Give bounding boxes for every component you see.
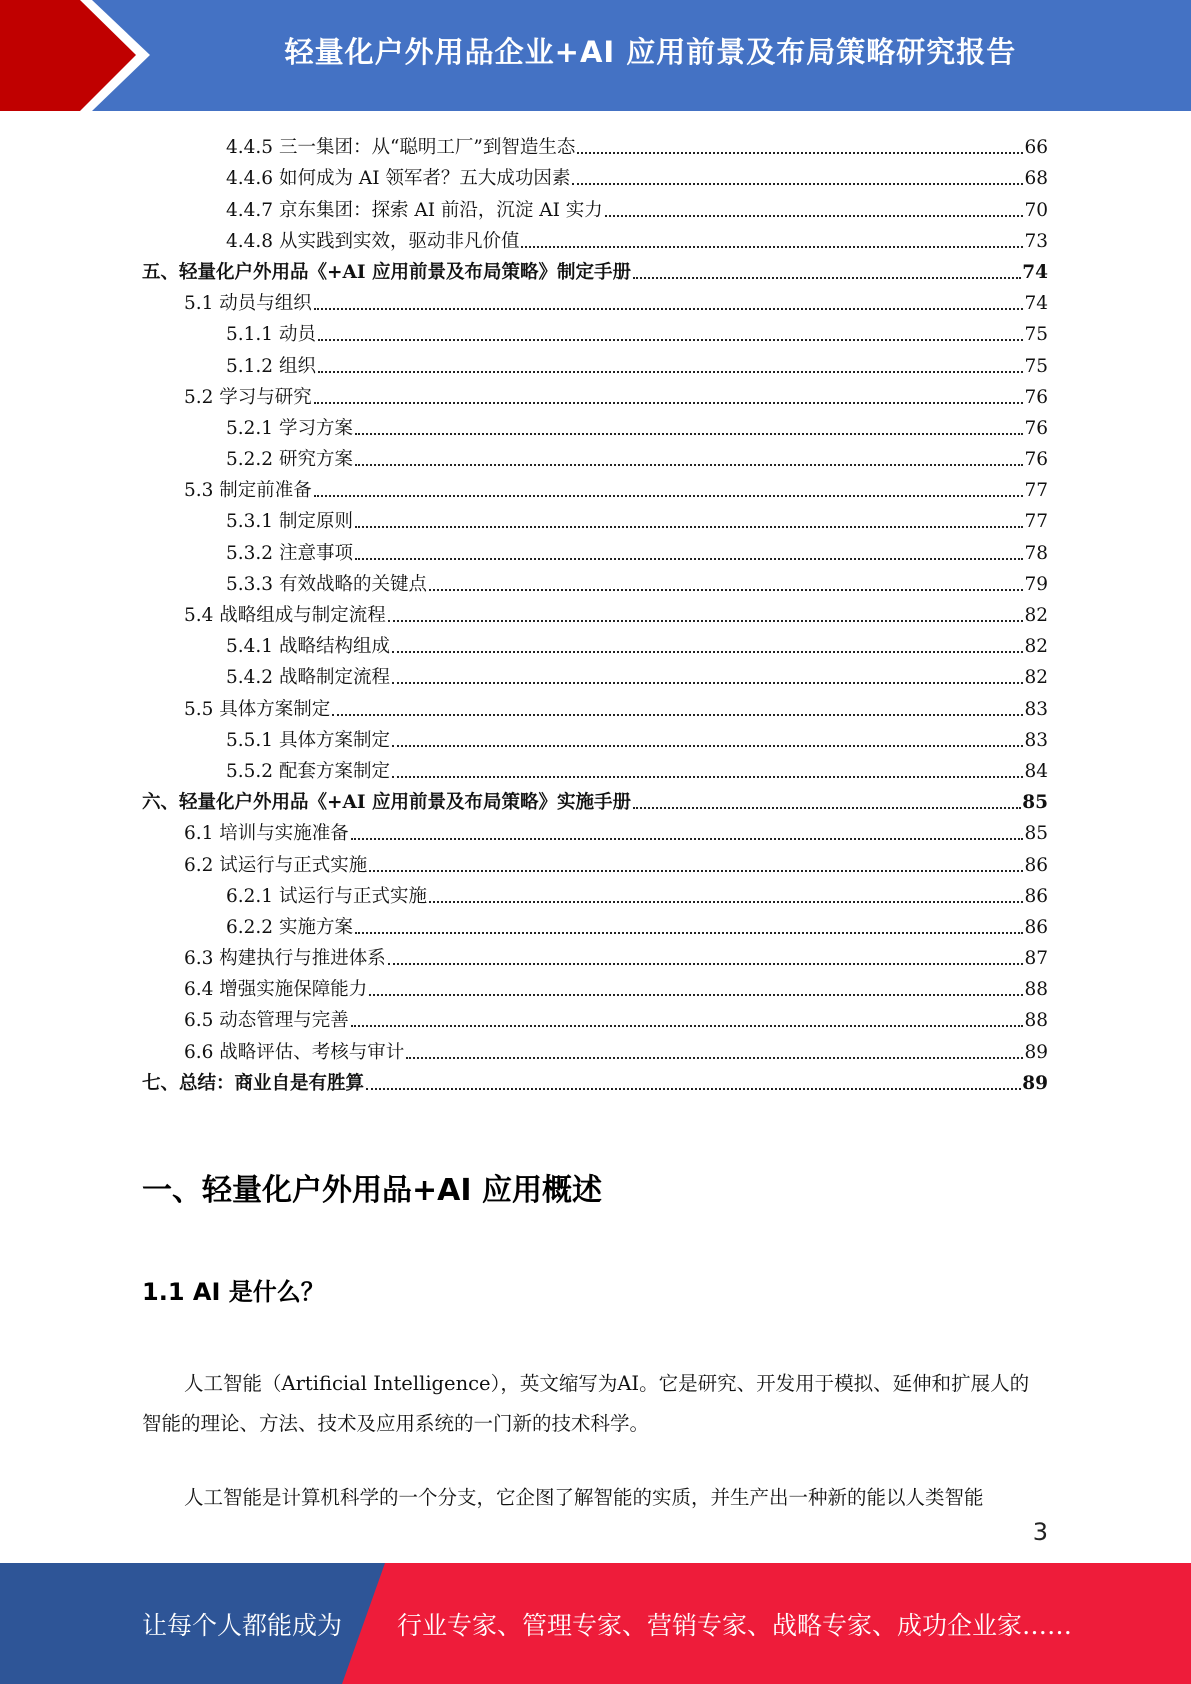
toc-entry-title: 七、总结：商业自是有胜算 [142, 1072, 365, 1094]
section-heading: 1.1 AI 是什么？ [142, 1278, 325, 1306]
toc-entry-page: 78 [1024, 542, 1048, 564]
toc-entry-page: 75 [1024, 355, 1048, 377]
toc-entry[interactable] [142, 845, 1048, 876]
toc-entry[interactable] [142, 159, 1048, 190]
toc-dot-leader [355, 931, 1024, 934]
toc-entry[interactable] [142, 378, 1048, 409]
page-footer [0, 1563, 1191, 1684]
toc-entry[interactable] [142, 440, 1048, 471]
toc-entry-page: 88 [1024, 979, 1048, 1001]
toc-entry-page: 86 [1024, 916, 1048, 938]
toc-entry-page: 76 [1024, 417, 1048, 439]
toc-entry[interactable] [142, 1032, 1048, 1063]
toc-entry-title: 6.6 战略评估、考核与审计 [184, 1041, 405, 1063]
toc-entry-page: 83 [1024, 698, 1048, 720]
toc-entry-title: 5.1.2 组织 [226, 355, 316, 377]
toc-entry[interactable] [142, 970, 1048, 1001]
toc-entry-title: 6.3 构建执行与推进体系 [184, 948, 386, 970]
toc-entry-title: 6.2.2 实施方案 [226, 916, 353, 938]
toc-dot-leader [633, 276, 1021, 279]
toc-dot-leader [318, 338, 1024, 341]
chapter-heading: 一、轻量化户外用品+AI 应用概述 [142, 1173, 602, 1208]
toc-entry-page: 89 [1024, 1041, 1048, 1063]
toc-entry-title: 5.3 制定前准备 [184, 480, 312, 502]
toc-entry-title: 4.4.6 如何成为 AI 领军者？五大成功因素 [226, 168, 571, 190]
toc-entry[interactable] [142, 627, 1048, 658]
toc-dot-leader [521, 245, 1023, 248]
toc-entry-title: 5.5 具体方案制定 [184, 698, 331, 720]
toc-entry[interactable] [142, 565, 1048, 596]
toc-dot-leader [572, 182, 1023, 185]
toc-dot-leader [366, 1087, 1021, 1090]
toc-entry-title: 6.1 培训与实施准备 [184, 823, 349, 845]
toc-entry[interactable] [142, 502, 1048, 533]
toc-entry-page: 82 [1024, 605, 1048, 626]
toc-entry-page: 66 [1024, 137, 1048, 159]
toc-entry-title: 五、轻量化户外用品《+AI 应用前景及布局策略》制定手册 [142, 261, 631, 283]
toc-entry[interactable] [142, 689, 1048, 720]
toc-entry-title: 5.2 学习与研究 [184, 386, 312, 408]
toc-entry-title: 5.5.2 配套方案制定 [226, 760, 390, 782]
toc-entry-title: 5.2.2 研究方案 [226, 449, 353, 471]
toc-entry-title: 5.3.2 注意事项 [226, 542, 353, 564]
toc-entry[interactable] [142, 658, 1048, 689]
body-paragraph-2: 人工智能是计算机科学的一个分支，它企图了解智能的实质，并生产出一种新的能以人类智能 [184, 1486, 984, 1509]
toc-dot-leader [355, 432, 1024, 435]
toc-entry-page: 86 [1024, 854, 1048, 876]
toc-entry-page: 68 [1024, 168, 1048, 190]
toc-dot-leader [355, 525, 1024, 528]
toc-entry-page: 86 [1024, 885, 1048, 907]
toc-entry[interactable] [142, 783, 1048, 814]
toc-entry[interactable] [142, 752, 1048, 783]
toc-dot-leader [392, 775, 1023, 778]
toc-entry[interactable] [142, 596, 1048, 627]
toc-entry-title: 5.3.1 制定原则 [226, 511, 353, 533]
report-title: 轻量化户外用品企业+AI 应用前景及布局策略研究报告 [284, 34, 1017, 69]
toc-entry-title: 5.1.1 动员 [226, 324, 316, 346]
toc-entry-page: 75 [1024, 324, 1048, 346]
toc-entry-page: 85 [1022, 792, 1048, 814]
toc-entry-title: 5.1 动员与组织 [184, 293, 312, 315]
toc-entry-page: 76 [1024, 449, 1048, 471]
toc-dot-leader [369, 993, 1023, 996]
toc-entry[interactable] [142, 877, 1048, 908]
toc-entry-title: 4.4.7 京东集团：探索 AI 前沿，沉淀 AI 实力 [226, 199, 603, 221]
toc-entry-page: 84 [1024, 760, 1048, 782]
page-number: 3 [1032, 1518, 1048, 1546]
toc-entry-page: 83 [1024, 729, 1048, 751]
toc-dot-leader [351, 1024, 1024, 1027]
toc-dot-leader [332, 713, 1023, 716]
toc-entry[interactable] [142, 471, 1048, 502]
toc-entry-title: 6.4 增强实施保障能力 [184, 979, 368, 1001]
table-of-contents [142, 128, 1048, 1095]
toc-entry-page: 82 [1024, 636, 1048, 658]
toc-entry[interactable] [142, 409, 1048, 440]
toc-entry[interactable] [142, 284, 1048, 315]
toc-entry-title: 5.4.1 战略结构组成 [226, 636, 390, 658]
toc-entry[interactable] [142, 222, 1048, 253]
toc-entry[interactable] [142, 190, 1048, 221]
toc-entry[interactable] [142, 1001, 1048, 1032]
toc-entry-page: 76 [1024, 386, 1048, 408]
toc-entry[interactable] [142, 939, 1048, 970]
toc-dot-leader [318, 370, 1024, 373]
toc-entry-page: 77 [1024, 480, 1048, 502]
toc-entry[interactable] [142, 533, 1048, 564]
toc-entry-page: 85 [1024, 823, 1048, 845]
toc-entry-page: 73 [1024, 230, 1048, 252]
toc-dot-leader [314, 307, 1024, 310]
page-header [0, 0, 1191, 111]
header-arrow-decoration [0, 0, 160, 111]
toc-entry-title: 6.5 动态管理与完善 [184, 1010, 349, 1032]
toc-dot-leader [355, 557, 1024, 560]
toc-dot-leader [355, 463, 1024, 466]
toc-entry[interactable] [142, 721, 1048, 752]
toc-entry-page: 87 [1024, 948, 1048, 970]
toc-entry-page: 82 [1024, 667, 1048, 689]
toc-entry-page: 79 [1024, 573, 1048, 595]
toc-entry-title: 5.3.3 有效战略的关键点 [226, 573, 427, 595]
toc-dot-leader [429, 588, 1023, 591]
toc-entry-page: 74 [1024, 293, 1048, 315]
toc-entry-title: 4.4.5 三一集团：从“聪明工厂”到智造生态 [226, 137, 576, 159]
toc-dot-leader [392, 650, 1023, 653]
toc-entry-page: 88 [1024, 1010, 1048, 1032]
toc-dot-leader [392, 744, 1023, 747]
toc-entry[interactable] [142, 346, 1048, 377]
toc-entry-page: 70 [1024, 199, 1048, 221]
toc-entry-title: 6.2.1 试运行与正式实施 [226, 885, 427, 907]
toc-dot-leader [351, 837, 1024, 840]
toc-entry-page: 77 [1024, 511, 1048, 533]
toc-entry[interactable] [142, 253, 1048, 284]
toc-entry[interactable] [142, 128, 1048, 159]
toc-dot-leader [314, 494, 1024, 497]
toc-entry[interactable] [142, 1064, 1048, 1095]
toc-dot-leader [406, 1056, 1023, 1059]
toc-entry-page: 89 [1022, 1072, 1048, 1094]
toc-dot-leader [633, 806, 1021, 809]
toc-entry-title: 5.2.1 学习方案 [226, 417, 353, 439]
footer-slogan-right: 行业专家、管理专家、营销专家、战略专家、成功企业家…… [397, 1610, 1073, 1640]
toc-entry-title: 4.4.8 从实践到实效，驱动非凡价值 [226, 230, 520, 252]
toc-dot-leader [429, 900, 1023, 903]
toc-entry[interactable] [142, 814, 1048, 845]
toc-dot-leader [392, 681, 1023, 684]
toc-entry[interactable] [142, 908, 1048, 939]
toc-dot-leader [605, 214, 1024, 217]
toc-entry-page: 74 [1022, 261, 1048, 283]
toc-dot-leader [388, 962, 1024, 965]
toc-entry[interactable] [142, 315, 1048, 346]
toc-entry-title: 5.4 战略组成与制定流程 [184, 605, 386, 626]
toc-entry-title: 5.4.2 战略制定流程 [226, 667, 390, 689]
toc-dot-leader [388, 619, 1024, 622]
toc-entry-title: 5.5.1 具体方案制定 [226, 729, 390, 751]
body-paragraph-1: 人工智能（Artificial Intelligence），英文缩写为AI。它是研究、开发用于模拟、延伸和扩展人的智能的理论、方法、技术及应用系统的一门新的技术科学。 [142, 1372, 1030, 1435]
toc-entry-title: 六、轻量化户外用品《+AI 应用前景及布局策略》实施手册 [142, 792, 631, 814]
footer-slogan-left: 让每个人都能成为 [142, 1610, 343, 1640]
toc-dot-leader [369, 869, 1023, 872]
toc-dot-leader [577, 151, 1023, 154]
toc-entry-title: 6.2 试运行与正式实施 [184, 854, 368, 876]
toc-dot-leader [314, 401, 1024, 404]
